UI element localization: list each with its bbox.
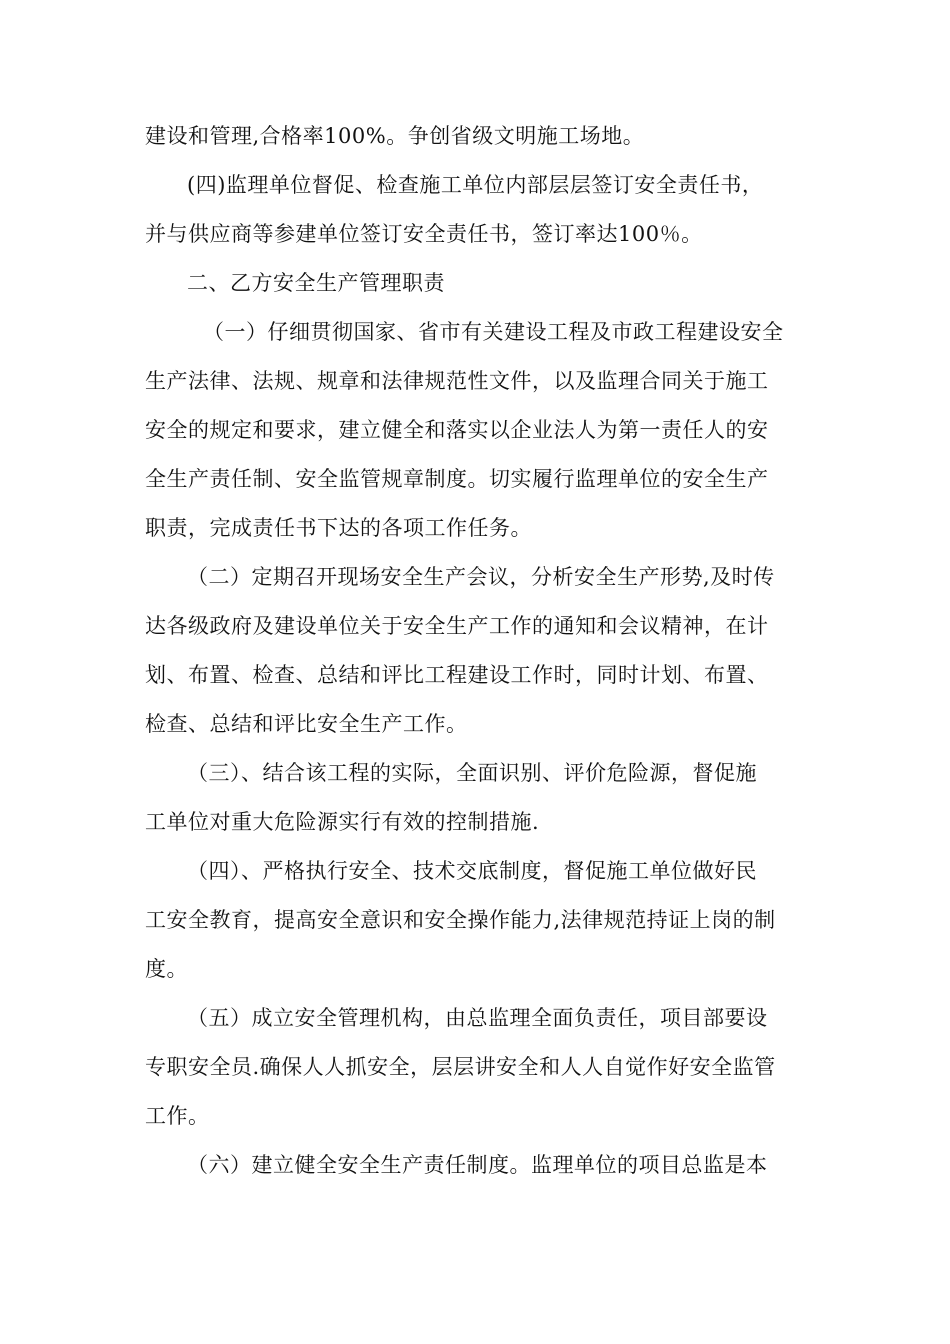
text-line: （三）、结合该工程的实际，全面识别、评价危险源，督促施 xyxy=(187,761,757,785)
text-line: 检查、总结和评比安全生产工作。 xyxy=(145,712,468,736)
text-line: （四）、严格执行安全、技术交底制度，督促施工单位做好民 xyxy=(187,859,757,883)
document-page xyxy=(145,112,810,1190)
text-line: 专职安全员.确保人人抓安全，层层讲安全和人人自觉作好安全监管 xyxy=(145,1055,776,1079)
text-line: 达各级政府及建设单位关于安全生产工作的通知和会议精神，在计 xyxy=(145,614,769,638)
text-line: 全生产责任制、安全监管规章制度。切实履行监理单位的安全生产 xyxy=(145,467,769,491)
text-line: （五）成立安全管理机构，由总监理全面负责任，项目部要设 xyxy=(187,1006,768,1030)
section-heading: 二、乙方安全生产管理职责 xyxy=(187,271,445,295)
text-line: 度。 xyxy=(145,957,188,981)
text-line: （六）建立健全安全生产责任制度。监理单位的项目总监是本 xyxy=(187,1153,768,1177)
text-line: （二）定期召开现场安全生产会议，分析安全生产形势,及时传 xyxy=(187,565,775,589)
text-line: 职责，完成责任书下达的各项工作任务。 xyxy=(145,516,532,540)
text-line: 并与供应商等参建单位签订安全责任书，签订率达100％。 xyxy=(145,222,703,246)
text-line: 工安全教育，提高安全意识和安全操作能力,法律规范持证上岗的制 xyxy=(145,908,776,932)
text-line: 工作。 xyxy=(145,1104,210,1128)
text-line: 安全的规定和要求，建立健全和落实以企业法人为第一责任人的安 xyxy=(145,418,769,442)
text-line: （一）仔细贯彻国家、省市有关建设工程及市政工程建设安全 xyxy=(203,320,784,344)
text-line: (四)监理单位督促、检查施工单位内部层层签订安全责任书， xyxy=(187,173,764,197)
text-line: 工单位对重大危险源实行有效的控制措施. xyxy=(145,810,540,834)
text-line: 划、布置、检查、总结和评比工程建设工作时，同时计划、布置、 xyxy=(145,663,769,687)
text-line: 生产法律、法规、规章和法律规范性文件，以及监理合同关于施工 xyxy=(145,369,769,393)
text-line: 建设和管理,合格率100%。争创省级文明施工场地。 xyxy=(145,124,645,148)
